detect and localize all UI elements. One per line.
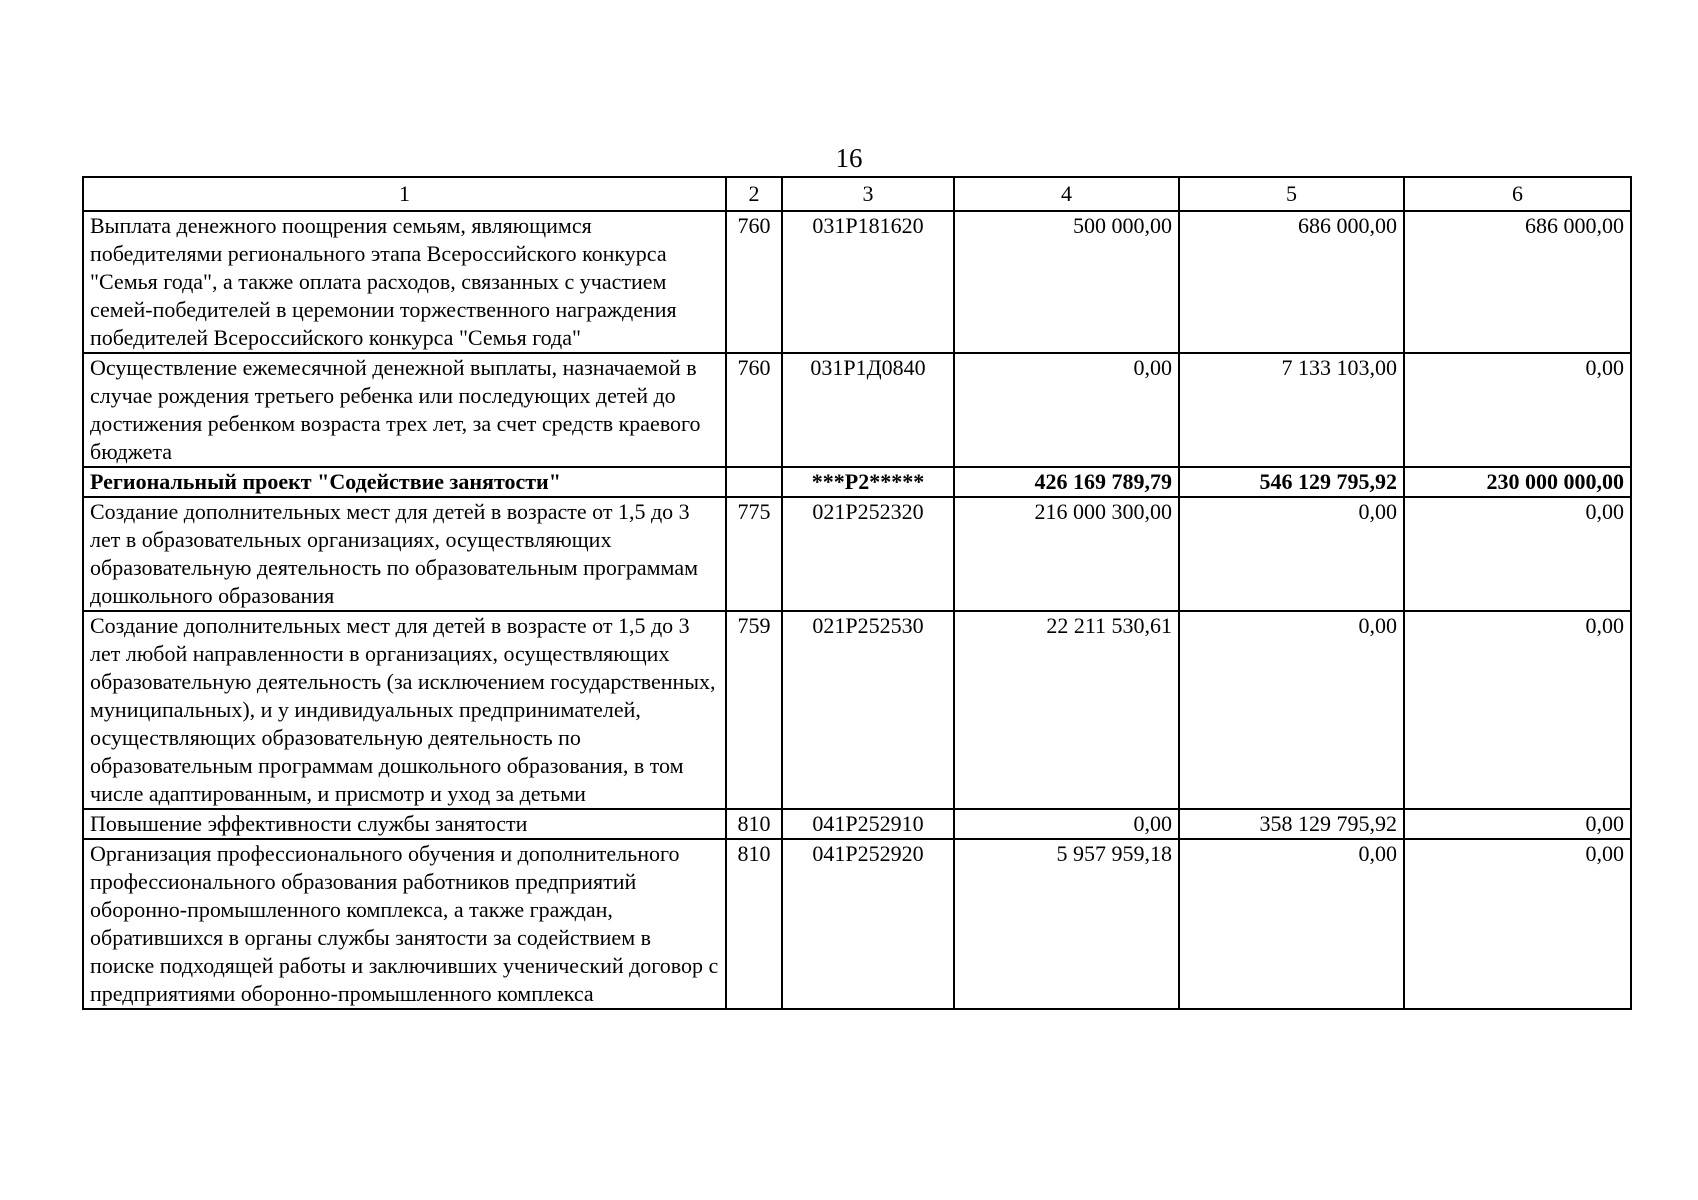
- page-number: 16: [835, 143, 863, 173]
- column-header: 5: [1179, 177, 1404, 211]
- column-header: 4: [954, 177, 1179, 211]
- table-row: [83, 611, 1631, 809]
- column-header: 2: [726, 177, 782, 211]
- row-value-col5: 358 129 795,92: [1179, 809, 1404, 839]
- row-value-col5: 0,00: [1179, 497, 1404, 611]
- row-value-col5: 686 000,00: [1179, 211, 1404, 353]
- table-row: [83, 353, 1631, 467]
- row-value-col4: 0,00: [954, 353, 1179, 467]
- row-value-col6: 0,00: [1404, 611, 1631, 809]
- row-value-col4: 22 211 530,61: [954, 611, 1179, 809]
- table-row: [83, 497, 1631, 611]
- row-name: Региональный проект "Содействие занятости": [83, 467, 726, 497]
- row-value-col4: 216 000 300,00: [954, 497, 1179, 611]
- row-department-code: 810: [726, 809, 782, 839]
- row-name: Создание дополнительных мест для детей в возрасте от 1,5 до 3 лет в образовательных организациях, осуществляющих образовательную деятельность по образовательным программам дошкольного образования: [83, 497, 726, 611]
- row-department-code: 810: [726, 839, 782, 1009]
- column-header: 6: [1404, 177, 1631, 211]
- row-value-col6: 686 000,00: [1404, 211, 1631, 353]
- row-name: Выплата денежного поощрения семьям, являющимся победителями регионального этапа Всероссийского конкурса "Семья года", а также оплата расходов, связанных с участием семей-победителей в церемонии торжественного награждения победителей Всероссийского конкурса "Семья года": [83, 211, 726, 353]
- row-target-code: 031Р181620: [782, 211, 954, 353]
- row-value-col6: 0,00: [1404, 809, 1631, 839]
- row-name: Осуществление ежемесячной денежной выплаты, назначаемой в случае рождения третьего ребенка или последующих детей до достижения ребенком возраста трех лет, за счет средств краевого бюджета: [83, 353, 726, 467]
- row-department-code: 760: [726, 211, 782, 353]
- row-value-col4: 426 169 789,79: [954, 467, 1179, 497]
- table-row: [83, 809, 1631, 839]
- row-department-code: 760: [726, 353, 782, 467]
- row-value-col5: 546 129 795,92: [1179, 467, 1404, 497]
- row-value-col5: 7 133 103,00: [1179, 353, 1404, 467]
- row-target-code: 041Р252910: [782, 809, 954, 839]
- row-value-col4: 0,00: [954, 809, 1179, 839]
- budget-table: [82, 176, 1632, 1010]
- row-department-code: [726, 467, 782, 497]
- row-value-col6: 0,00: [1404, 353, 1631, 467]
- row-name: Повышение эффективности службы занятости: [83, 809, 726, 839]
- column-header: 1: [83, 177, 726, 211]
- row-value-col6: 0,00: [1404, 497, 1631, 611]
- row-value-col6: 230 000 000,00: [1404, 467, 1631, 497]
- row-value-col5: 0,00: [1179, 611, 1404, 809]
- row-target-code: 021Р252530: [782, 611, 954, 809]
- row-target-code: 041Р252920: [782, 839, 954, 1009]
- table-row: [83, 839, 1631, 1009]
- row-name: Организация профессионального обучения и дополнительного профессионального образования работников предприятий оборонно-промышленного комплекса, а также граждан, обратившихся в органы службы занятости за содействием в поиске подходящей работы и заключивших ученический договор с предприятиями оборонно-промышленного комплекса: [83, 839, 726, 1009]
- row-department-code: 759: [726, 611, 782, 809]
- column-header: 3: [782, 177, 954, 211]
- row-value-col6: 0,00: [1404, 839, 1631, 1009]
- row-value-col4: 500 000,00: [954, 211, 1179, 353]
- row-name: Создание дополнительных мест для детей в возрасте от 1,5 до 3 лет любой направленности в организациях, осуществляющих образовательную деятельность (за исключением государственных, муниципальных), и у индивидуальных предпринимателей, осуществляющих образовательную деятельность по образовательным программам дошкольного образования, в том числе адаптированным, и присмотр и уход за детьми: [83, 611, 726, 809]
- row-target-code: ***Р2*****: [782, 467, 954, 497]
- row-department-code: 775: [726, 497, 782, 611]
- row-value-col4: 5 957 959,18: [954, 839, 1179, 1009]
- row-value-col5: 0,00: [1179, 839, 1404, 1009]
- table-row: [83, 211, 1631, 353]
- header-row: [83, 177, 1631, 211]
- row-target-code: 031Р1Д0840: [782, 353, 954, 467]
- row-target-code: 021Р252320: [782, 497, 954, 611]
- table-row: [83, 467, 1631, 497]
